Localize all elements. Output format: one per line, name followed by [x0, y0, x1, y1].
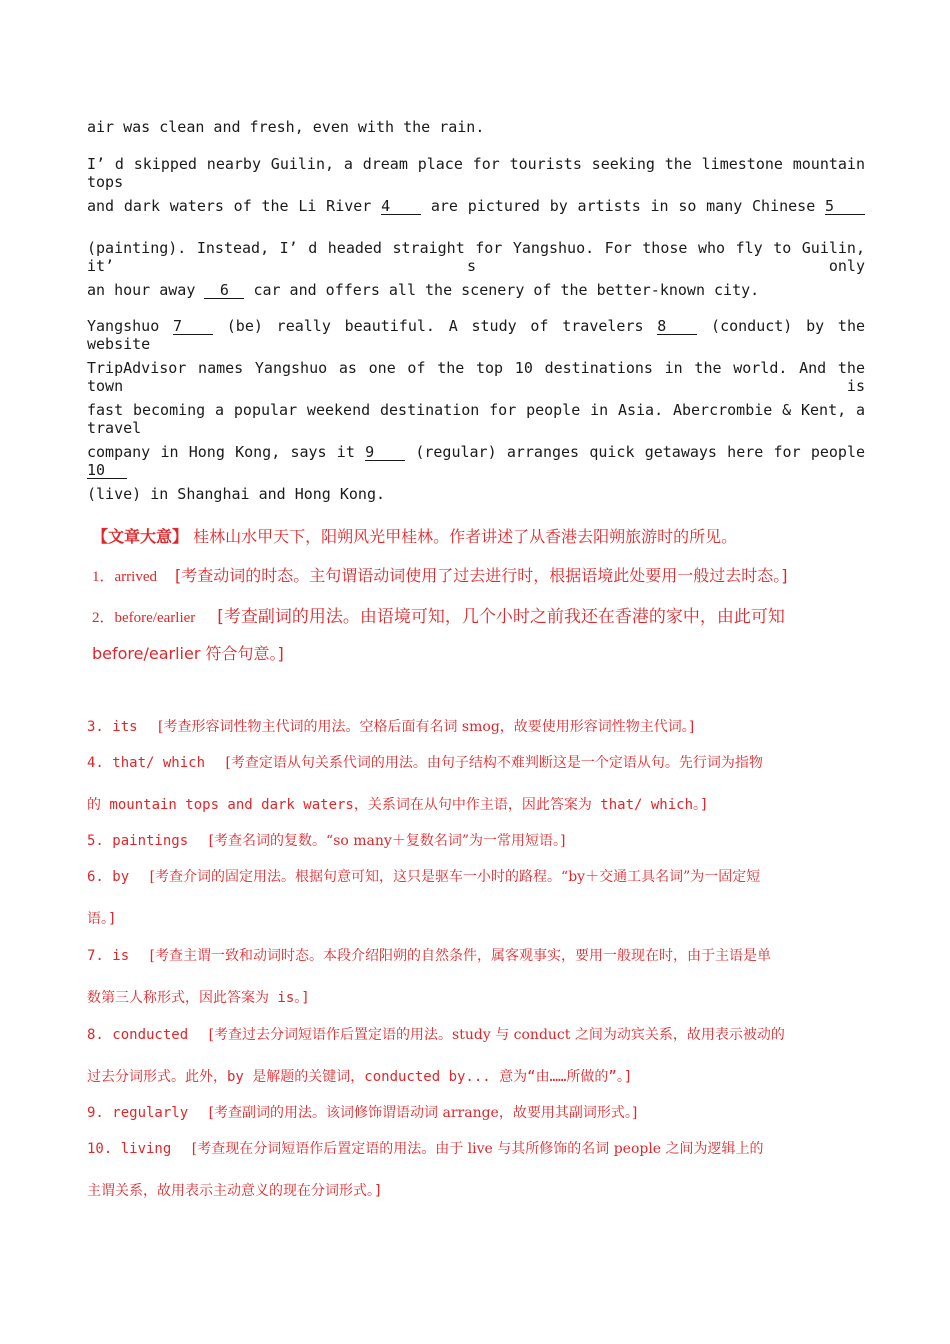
passage-text: are pictured by artists in so many Chinese	[430, 197, 816, 215]
answer-2	[92, 602, 870, 627]
answer-4	[87, 752, 865, 772]
answer-1	[92, 563, 870, 586]
passage-line-3	[87, 197, 865, 215]
answer-8	[87, 1024, 865, 1044]
passage-text: Yangshuo	[87, 317, 160, 335]
answer-key: 5. paintings	[87, 833, 189, 849]
answer-key: 3. its	[87, 719, 138, 735]
answer-7-cont: 数第三人称形式，因此答案为 is。]	[87, 990, 310, 1006]
passage-line-9	[87, 443, 865, 479]
answer-key: 4. that/ which	[87, 755, 206, 771]
answer-key: 7. is	[87, 948, 130, 964]
blank-4: 4	[381, 199, 421, 215]
answer-note: [考查形容词性物主代词的用法。空格后面有名词 smog，故要使用形容词性物主代词。]	[158, 719, 695, 735]
answer-10	[87, 1138, 865, 1158]
answer-9	[87, 1102, 865, 1122]
blank-5: 5	[825, 199, 865, 215]
answer-note: [考查现在分词短语作后置定语的用法。由于 live 与其所修饰的名词 people 之间为逻辑上的	[191, 1141, 764, 1157]
passage-line-8: fast becoming a popular weekend destination for people in Asia. Abercrombie & Kent, a travel	[87, 401, 865, 437]
passage-line-2: I’ d skipped nearby Guilin, a dream place for tourists seeking the limestone mountain tops	[87, 155, 865, 191]
passage-text: (regular) arranges quick getaways here for people	[415, 443, 866, 461]
passage-line-5	[87, 281, 865, 299]
passage-text: (conduct) by the website	[87, 317, 866, 353]
answer-5	[87, 830, 865, 850]
answer-4-cont: 的 mountain tops and dark waters，关系词在从句中作主语，因此答案为 that/ which。]	[87, 797, 709, 813]
answer-7	[87, 945, 865, 965]
summary-label: 【文章大意】	[92, 527, 189, 546]
blank-7: 7	[173, 319, 213, 335]
blank-10: 10	[87, 463, 127, 479]
blank-9: 9	[365, 445, 405, 461]
passage-line-10: (live) in Shanghai and Hong Kong.	[87, 485, 386, 503]
passage-text: (be) really beautiful. A study of travelers	[226, 317, 644, 335]
answer-note: [考查介词的固定用法。根据句意可知，这只是驱车一小时的路程。“by＋交通工具名词”为一固定短	[149, 869, 761, 885]
passage-text: and dark waters of the Li River	[87, 197, 372, 215]
answer-note: [考查名词的复数。“so many＋复数名词”为一常用短语。]	[208, 833, 566, 849]
answer-key: 9. regularly	[87, 1105, 189, 1121]
passage-text: an hour away	[87, 281, 196, 299]
answer-8-cont: 过去分词形式。此外，by 是解题的关键词，conducted by... 意为“由……所做的”。]	[87, 1069, 633, 1085]
answer-key: 6. by	[87, 869, 130, 885]
answer-note: [考查过去分词短语作后置定语的用法。study 与 conduct 之间为动宾关系，故用表示被动的	[208, 1027, 785, 1043]
answer-note: [考查副词的用法。该词修饰谓语动词 arrange，故要用其副词形式。]	[208, 1105, 638, 1121]
summary-text: 桂林山水甲天下，阳朔风光甲桂林。作者讲述了从香港去阳朔旅游时的所见。	[193, 527, 738, 546]
passage-line-7: TripAdvisor names Yangshuo as one of the top 10 destinations in the world. And the town is	[87, 359, 865, 395]
answer-note: [考查定语从句关系代词的用法。由句子结构不难判断这是一个定语从句。先行词为指物	[225, 755, 763, 771]
answer-2-cont	[92, 641, 870, 664]
answer-key: 1．arrived	[92, 569, 157, 585]
answer-note: [考查主谓一致和动词时态。本段介绍阳朔的自然条件，属客观事实，要用一般现在时，由于主语是单	[149, 948, 772, 964]
passage-line-6	[87, 317, 865, 353]
answer-note: before/earlier 符合句意。]	[92, 644, 284, 663]
summary	[92, 524, 870, 547]
answer-6-cont: 语。]	[87, 911, 117, 927]
answer-key: 8. conducted	[87, 1027, 189, 1043]
passage-line-4: (painting). Instead, I’ d headed straight for Yangshuo. For those who fly to Guilin, it’ s only	[87, 239, 865, 275]
answer-10-cont: 主谓关系，故用表示主动意义的现在分词形式。]	[87, 1183, 383, 1199]
passage-text: company in Hong Kong, says it	[87, 443, 355, 461]
answer-note: [考查副词的用法。由语境可知，几个小时之前我还在香港的家中，由此可知	[217, 607, 785, 627]
passage-text: car and offers all the scenery of the better-known city.	[253, 281, 760, 299]
blank-8: 8	[657, 319, 697, 335]
answer-note: [考查动词的时态。主句谓语动词使用了过去进行时，根据语境此处要用一般过去时态。]	[174, 566, 788, 585]
answer-3	[87, 716, 865, 736]
passage-line-1: air was clean and fresh, even with the rain.	[87, 118, 485, 136]
answer-6	[87, 866, 865, 886]
answer-key: 10. living	[87, 1141, 172, 1157]
blank-6: 6	[204, 283, 244, 299]
answer-key: 2．before/earlier	[92, 610, 196, 626]
